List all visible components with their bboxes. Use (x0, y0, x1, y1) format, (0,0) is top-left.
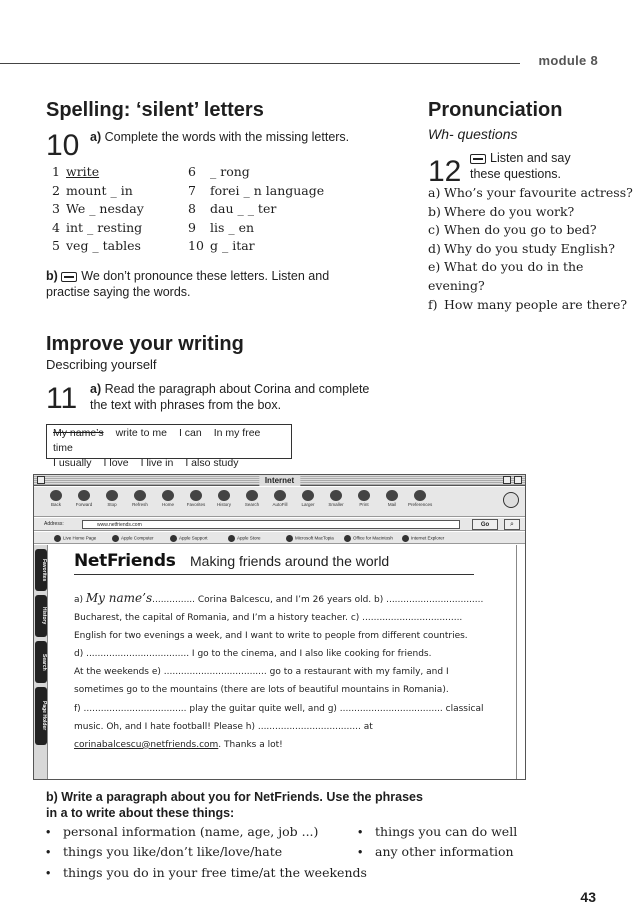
phrase: I usually (53, 457, 92, 469)
paragraph-line (74, 589, 488, 609)
toolbar-label: Mail (387, 502, 397, 507)
word-number: 9 (188, 219, 196, 235)
line-text: d) .................................... I go to the cinema, and I also like cooking for friends. (74, 649, 432, 660)
exercise-number-11: 11 (46, 382, 78, 415)
throbber-icon (503, 492, 519, 508)
paragraph-line (74, 700, 488, 718)
line-text: music. Oh, and I hate football! Please h) .................................... at (74, 721, 373, 732)
line-text: sometimes go to the mountains (there are lots of beautiful mountains in Romania). (74, 685, 449, 696)
question-text: How many people are there? (444, 296, 628, 312)
bullet-list-left (46, 822, 367, 883)
line-text: At the weekends e) .................................... go to a restaurant with my family, and I (74, 667, 449, 678)
zoom-box-icon[interactable] (503, 476, 511, 484)
toolbar-label: History (216, 502, 231, 507)
word-number: 3 (52, 201, 60, 217)
pronunciation-heading: Pronunciation (428, 99, 563, 121)
question-item (428, 184, 638, 203)
word-text: _ rong (210, 164, 250, 179)
exercise-number-10: 10 (46, 129, 80, 162)
toolbar-button-back[interactable] (44, 490, 68, 507)
line-text: English for two evenings a week, and I want to write to people from different countries. (74, 631, 468, 642)
paragraph-line (74, 627, 488, 645)
link-button[interactable]: Internet Explorer (402, 535, 444, 542)
word-item (188, 182, 324, 201)
toolbar-button-forward[interactable] (72, 490, 96, 507)
go-button[interactable]: Go (472, 519, 498, 530)
phrase: I also study (185, 457, 239, 469)
word-text: write (66, 164, 100, 179)
exercise-12-instruction: Listen and say these questions. (470, 151, 571, 181)
question-letter: e) (428, 259, 441, 275)
toolbar-button-autofill[interactable] (268, 490, 292, 507)
smaller-icon (330, 490, 342, 501)
side-tab-page-holder[interactable]: Page Holder (35, 687, 47, 745)
toolbar-label: Refresh (132, 502, 148, 507)
search-icon (246, 490, 258, 501)
word-text: g _ itar (210, 238, 255, 254)
links-bar (34, 532, 525, 544)
question-letter: f) (428, 296, 438, 312)
history-icon (218, 490, 230, 501)
toolbar-label: Forward (75, 502, 93, 507)
link-button[interactable]: Apple Support (170, 535, 208, 542)
toolbar-label: Print (359, 502, 369, 507)
toolbar-button-smaller[interactable] (324, 490, 348, 507)
favorites-icon (190, 490, 202, 501)
word-item (52, 163, 144, 182)
toolbar-button-stop[interactable] (100, 490, 124, 507)
question-item (428, 221, 638, 240)
toolbar-button-print[interactable] (352, 490, 376, 507)
exercise-10a-instruction: a) Complete the words with the missing letters. (90, 130, 350, 144)
phrase-row (53, 426, 285, 456)
exercise-11b-instruction: b) Write a paragraph about you for NetFriends. Use the phrases in a to write about these things: (46, 790, 423, 820)
paragraph-line (74, 645, 488, 663)
link-button[interactable]: Microsoft MacTopia (286, 535, 334, 542)
toolbar-button-search[interactable] (240, 490, 264, 507)
paragraph-line (74, 736, 488, 754)
question-text: Who’s your favourite actress? (444, 185, 633, 200)
preferences-icon (414, 490, 426, 501)
word-list-left (52, 163, 144, 256)
toolbar-label: AutoFill (272, 502, 288, 507)
word-item (188, 219, 324, 238)
link-button[interactable]: Office for Macintosh (344, 535, 393, 542)
line-text: ............... Corina Balcescu, and I’m 26 years old. b) .................................. (152, 595, 484, 605)
exercise-number-12: 12 (428, 155, 462, 188)
toolbar-button-mail[interactable] (380, 490, 404, 507)
word-text: dau _ _ ter (210, 201, 277, 217)
toolbar-button-refresh[interactable] (128, 490, 152, 507)
cassette-icon (61, 272, 77, 282)
bullet-item: • personal information (name, age, job ...) (46, 822, 367, 842)
word-text: lis _ en (210, 219, 255, 235)
link-button[interactable]: Apple Store (228, 535, 261, 542)
question-item (428, 258, 638, 295)
side-tab-search[interactable]: Search (35, 641, 47, 683)
toolbar-label: Favorites (186, 502, 206, 507)
refresh-icon (134, 490, 146, 501)
word-list-right (188, 163, 324, 256)
phrase: I love (103, 457, 129, 469)
word-number: 1 (52, 164, 60, 179)
header-rule (0, 63, 520, 64)
exercise-11a-instruction: a) Read the paragraph about Corina and complete the text with phrases from the box. (90, 382, 370, 412)
browser-toolbar (34, 487, 525, 517)
toolbar-button-preferences[interactable] (408, 490, 432, 507)
toolbar-button-larger[interactable] (296, 490, 320, 507)
bullet-list-right (358, 822, 517, 863)
question-item (428, 296, 638, 315)
toolbar-button-home[interactable] (156, 490, 180, 507)
bullet-item: • things you can do well (358, 822, 517, 842)
line-text: f) .................................... play the guitar quite well, and g) .................................... classical (74, 703, 484, 714)
word-item (52, 182, 144, 201)
toolbar-label: Search (244, 502, 260, 507)
writing-subtitle: Describing yourself (46, 357, 157, 372)
bullet-item: • things you like/don’t like/love/hate (46, 842, 367, 862)
address-bar: Address: www.netfriends.com Go ⌕ (34, 518, 525, 531)
word-text: int _ resting (66, 219, 143, 235)
cassette-icon (470, 154, 486, 164)
phrase: My name’s (53, 427, 104, 439)
vertical-scrollbar[interactable] (516, 545, 525, 779)
explorer-bar (34, 545, 48, 779)
side-tab-history[interactable]: History (35, 595, 47, 637)
phrase: I live in (140, 457, 174, 469)
toolbar-label: Stop (107, 502, 117, 507)
pronunciation-subtitle: Wh- questions (428, 126, 518, 142)
word-number: 8 (188, 201, 196, 217)
home-icon (162, 490, 174, 501)
question-letter: a) (428, 185, 441, 200)
paragraph-line (74, 681, 488, 699)
stop-icon (106, 490, 118, 501)
phrase: write to me (115, 427, 167, 439)
collapse-box-icon[interactable] (514, 476, 522, 484)
toolbar-label: Preferences (408, 502, 433, 507)
bullet-item: • any other information (358, 842, 517, 862)
phrase: I can (178, 427, 202, 439)
line-text: Bucharest, the capital of Romania, and I’m a history teacher. c) ................................... (74, 613, 463, 624)
word-item (52, 237, 144, 256)
search-icon[interactable]: ⌕ (504, 519, 520, 530)
phrase-box (46, 424, 292, 469)
word-number: 5 (52, 238, 60, 254)
web-page (50, 545, 516, 779)
browser-window (33, 474, 526, 780)
question-text: What do you do in the evening? (428, 259, 584, 293)
question-letter: d) (428, 240, 441, 256)
word-item (52, 219, 144, 238)
email-link[interactable]: corinabalcescu@netfriends.com (74, 739, 219, 750)
question-item (428, 203, 638, 222)
toolbar-label: Back (50, 502, 61, 507)
writing-heading: Improve your writing (46, 333, 244, 355)
word-number: 10 (188, 238, 204, 254)
question-list (428, 184, 638, 314)
window-title: Internet (259, 475, 300, 486)
word-text: forei _ n language (210, 182, 325, 198)
link-button[interactable]: Live Home Page (54, 535, 96, 542)
question-text: When do you go to bed? (444, 222, 597, 238)
word-number: 7 (188, 182, 196, 198)
word-item (188, 163, 324, 182)
corina-paragraph (74, 589, 488, 754)
word-item (52, 200, 144, 219)
question-letter: b) (428, 203, 441, 219)
print-icon (358, 490, 370, 501)
phrase-row (53, 456, 285, 471)
handwritten-answer: My name’s (85, 591, 153, 605)
paragraph-line (74, 609, 488, 627)
browser-titlebar (34, 475, 525, 486)
side-tab-favorites[interactable]: Favorites (35, 549, 47, 591)
spelling-heading: Spelling: ‘silent’ letters (46, 99, 264, 121)
site-tagline: Making friends around the world (190, 553, 390, 569)
phrase: In my free time (53, 427, 261, 454)
module-label: module 8 (538, 53, 598, 68)
word-number: 2 (52, 182, 60, 198)
mail-icon (386, 490, 398, 501)
title-rule (74, 574, 474, 575)
forward-icon (78, 490, 90, 501)
exercise-10b-instruction: b) We don’t pronounce these letters. Listen and practise saying the words. (46, 269, 330, 299)
bullet-item: • things you do in your free time/at the weekends (46, 863, 367, 883)
question-text: Where do you work? (444, 203, 575, 219)
word-number: 4 (52, 219, 60, 235)
word-text: mount _ in (66, 182, 133, 198)
line-text: . Thanks a lot! (218, 739, 283, 750)
question-text: Why do you study English? (444, 240, 615, 256)
toolbar-button-history[interactable] (212, 490, 236, 507)
question-letter: c) (428, 222, 440, 238)
word-item (188, 237, 324, 256)
back-icon (50, 490, 62, 501)
link-button[interactable]: Apple Computer (112, 535, 154, 542)
word-text: veg _ tables (66, 238, 141, 254)
toolbar-label: Larger (301, 502, 315, 507)
question-item (428, 240, 638, 259)
paragraph-line (74, 663, 488, 681)
address-input[interactable]: www.netfriends.com (82, 520, 460, 529)
toolbar-button-favorites[interactable] (184, 490, 208, 507)
toolbar-label: Smaller (328, 502, 344, 507)
paragraph-line (74, 718, 488, 736)
word-text: We _ nesday (66, 201, 144, 217)
line-text: a) (74, 595, 86, 605)
site-logo: NetFriends (74, 551, 176, 571)
close-box-icon[interactable] (37, 476, 45, 484)
page-number: 43 (580, 889, 596, 905)
toolbar-label: Home (161, 502, 174, 507)
word-item (188, 200, 324, 219)
word-number: 6 (188, 164, 196, 179)
larger-icon (302, 490, 314, 501)
autofill-icon (274, 490, 286, 501)
